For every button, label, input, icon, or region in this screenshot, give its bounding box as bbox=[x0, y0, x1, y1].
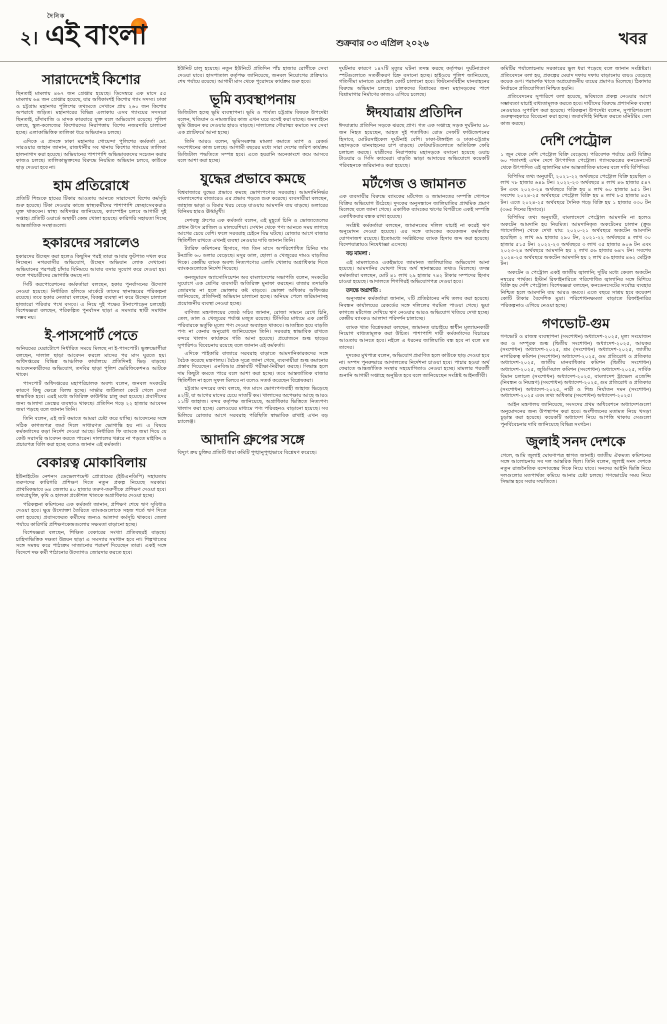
article-july-charter bbox=[501, 434, 652, 485]
columns-container bbox=[0, 62, 667, 1018]
article-subhead: তদন্তে অগ্রগতি : bbox=[346, 287, 382, 294]
article-heading: মর্টগেজ ও জামানত bbox=[362, 175, 466, 191]
article-kishor-gang bbox=[16, 72, 167, 172]
article-heading: ভূমি ব্যবস্থাপনায় bbox=[209, 91, 296, 107]
article-paragraph: অনিয়মের ঘেরাটোপে নির্ধারিত সময়ে মিলছে না ই-পাসপোর্ট। ভুক্তভোগীরা বলছেন, দালাল ছাড়া আবেদন করলে মাসের পর মাস ঘুরতে হয়। অধিদপ্তরের বিভিন্ন আঞ্চলিক কার্যালয়ে প্রতিদিনই ভিড় বাড়ছে। আবেদনকারীদের অভিযোগ, তদবির ছাড়া পুলিশ ভেরিফিকেশনও আটকে থাকে। bbox=[16, 346, 167, 379]
article-heading: হকারদের সরালেও bbox=[42, 235, 140, 251]
article-eid-travel bbox=[339, 105, 490, 170]
article-paragraph: পরিকল্পনা কমিশনের এক কর্মকর্তা জানান, প্রশিক্ষণ শেষে ঋণ সুবিধাও দেওয়া হবে। ক্ষুদ্র উদ্যোক্তা তৈরিতে ব্যাংকগুলোকে সহজ শর্তে ঋণ দিতে বলা হয়েছে। প্রবাসফেরত কর্মীদের জন্যও আলাদা কর্মসূচি থাকবে। জেলা পর্যায়ে কারিগরি প্রশিক্ষণকেন্দ্রগুলোর সক্ষমতা বাড়ানো হচ্ছে। bbox=[16, 501, 167, 528]
article-paragraph: ট্যারিফ কমিশনের হিসাবে, গত তিন মাসে অপরিশোধিত চিনির দাম টনপ্রতি ৬০ ডলার বেড়েছে। মসুর ডাল, ছোলা ও খেজুরের দামও বাড়তির দিকে। কেন্দ্রীয় ব্যাংক অবশ্য নিত্যপণ্যের এলসি খোলায় অগ্রাধিকার দিতে ব্যাংকগুলোকে নির্দেশ দিয়েছে। bbox=[177, 246, 328, 273]
article-heading: দেশি পেট্রোল bbox=[540, 133, 612, 149]
article-paragraph: এদিকে এ প্রসঙ্গে ঢাকা মহানগর গোয়েন্দা পুলিশের কর্মকর্তা মো. সারওয়ার জাহান জানান, রাজধানীর সব থানায় কিশোর গ্যাংয়ের তালিকা হালনাগাদ করা হয়েছে। অভিযানের পাশাপাশি অভিভাবকদের সচেতন করার কাজও চলছে। তালিকাভুক্তদের বিরুদ্ধে নিয়মিত অভিযান চলবে, কাউকে ছাড় দেওয়া হবে না। bbox=[16, 138, 167, 172]
article-paragraph: সিটি করপোরেশনের কর্মকর্তারা বলছেন, হকার পুনর্বাসনের উদ্যোগ নেওয়া হয়েছে। নির্ধারিত হলিডে মার্কেটে তাদের স্থানান্তরের পরিকল্পনা রয়েছে। তবে হকার নেতারা বলছেন, বিকল্প ব্যবস্থা না করে উচ্ছেদ চালালে হাজারো পরিবার পথে বসবে। এ নিয়ে দুই পক্ষের টানাপোড়েন চলছেই। বিশেষজ্ঞরা বলছেন, পরিকল্পিত পুনর্বাসন ছাড়া এ সমস্যার স্থায়ী সমাধান সম্ভব নয়। bbox=[16, 282, 167, 321]
article-heading: গণভোট-গুম bbox=[541, 315, 610, 331]
article-paragraph: প্রতিবেদনের সুপারিশে বলা হয়েছে, ভবিষ্যতে প্রকল্প নেওয়ার আগে সম্ভাব্যতা যাচাই বাধ্যতামূলক করতে হবে। দায়ীদের বিরুদ্ধে প্রশাসনিক ব্যবস্থা নেওয়ারও সুপারিশ করা হয়েছে। পরিকল্পনা উপদেষ্টা বলেন, সুপারিশগুলো গুরুত্বসহকারে বিবেচনা করা হচ্ছে। জবাবদিহি নিশ্চিত করতে মনিটরিং সেল কাজ করছে। bbox=[500, 94, 651, 127]
issue-date: শুক্রবার ০৩ এপ্রিল ২০২৬ bbox=[336, 38, 429, 48]
article-paragraph: গেলে, আমি জুলাই ঘোষণাপত্র স্বাগত জানাই। জাতীয় ঐকমত্য কমিশনের সঙ্গে আলোচনায় সব দল আন্তরিক ছিল। তিনি বলেন, জুলাই সনদ দেশকে নতুন রাজনৈতিক বন্দোবস্তের দিকে নিয়ে যাবে। সনদের আইনি ভিত্তি নিয়ে দলগুলোর মতপার্থক্য কমিয়ে আনার চেষ্টা চলছে। গণভোটের সময় নিয়ে সিদ্ধান্ত হবে সবার সম্মতিতে। bbox=[500, 452, 651, 486]
article-heading: যুদ্ধের প্রভাবে কমছে bbox=[200, 171, 306, 187]
article-heading: আদানি গ্রুপের সঙ্গে bbox=[201, 431, 305, 447]
article-referendum-ordinances bbox=[501, 316, 652, 429]
article-paragraph: তিনি আরও বলেন, ভূমিসংক্রান্ত মামলা কমাতে ম্যাপ ও রেকর্ড সংশোধনের কাজ চলছে। আগামী বছরের মধ্যে সারা দেশের জরিপ কার্যক্রম ডিজিটাল পদ্ধতিতে সম্পন্ন হবে। এতে হয়রানি অনেকাংশে কমে আসবে বলে আশা করা হচ্ছে। bbox=[177, 138, 328, 165]
article-paragraph: বিপিসির তথ্য অনুযায়ী, বাংলাদেশে পেট্রোল আমদানি না হলেও অকটেন আমদানি হয় নিয়মিত। আমদানিকৃত অকটেনের চালান (ক্রুড গ্যাসোলিন) থেকে দেখা যায়: ২০২০-২১ অর্থবছরে অকটেন আমদানি হয়েছিল ২ লাখ ৬৯ হাজার ২৯০ টন, ২০২১-২২ অর্থবছরে ৪ লাখ ৩০ হাজার ৫১৫ টন। ২০২২-২৩ অর্থবছরে ৩ লাখ ৩৫ হাজার ৬০৬ টন এবং ২০২৩-২৪ অর্থবছরে আমদানি হয় ২ লাখ ৫৬ হাজার ৬৪৭ টন। সবশেষ ২০২৪-২৫ অর্থবছরে অকটেন আমদানি হয় ২ লাখ ৫৬ হাজার ৪৬২ মেট্রিক টন। bbox=[500, 215, 651, 268]
article-local-petrol bbox=[501, 133, 652, 309]
column-4 bbox=[501, 66, 652, 1018]
article-hawkers bbox=[16, 235, 167, 321]
article-paragraph: বিদ্যুৎ ক্রয় চুক্তির প্রতিটি ধারা কমিটি পুঙ্খানুপুঙ্খভাবে বিশ্লেষণ করেছে। bbox=[177, 450, 317, 457]
article-mortgage bbox=[339, 176, 490, 380]
masthead-logo-text: এই বাংলা bbox=[45, 20, 147, 50]
article-heading: ই-পাসপোর্ট পেতে bbox=[44, 327, 138, 343]
article-paragraph: গণভোট ও রাজস্ব ব্যবস্থাপনা (সংশোধন) অধ্যাদেশ-২০২৫, মূল্য সংযোজন কর ও সম্পূরক শুল্ক (দ্বিতীয় সংশোধন) অধ্যাদেশ-২০২৫, আয়কর (সংশোধন) অধ্যাদেশ-২০২৫, শ্রম (সংশোধন) অধ্যাদেশ-২০২৫, জাতীয় নাগরিকত্ব কমিশন (সংশোধন) অধ্যাদেশ-২০২৫, গুম প্রতিরোধ ও প্রতিকার অধ্যাদেশ-২০২৫, জাতীয় মানবাধিকার কমিশন (দ্বিতীয় সংশোধন) অধ্যাদেশ-২০২৫, জুডিসিয়াল কমিশন (সংশোধন) অধ্যাদেশ-২০২৫, সার্বিক বিমান চলাচল (সংশোধন) অধ্যাদেশ-২০২৫, বাংলাদেশ ট্রাভেল এজেন্সি (নিবন্ধন ও নিয়ন্ত্রণ) (সংশোধন) অধ্যাদেশ-২০২৫, গুম প্রতিরোধ ও প্রতিকার (সংশোধন) অধ্যাদেশ-২০২৫, নারী ও শিশু নির্যাতন দমন (সংশোধন) অধ্যাদেশ-২০২৫ এবং তথ্য অধিকার (সংশোধন) অধ্যাদেশ-২০২৫। bbox=[500, 334, 651, 400]
article-paragraph: এক ব্যবসায়ীর বিরুদ্ধে ব্যাংকের মর্টগেজ ও জামানতের সম্পত্তি গোপনে বিক্রির অভিযোগ উঠেছে। দুদকের অনুসন্ধানে জালিয়াতির প্রাথমিক প্রমাণ মিলেছে বলে জানা গেছে। একাধিক ব্যাংকের ঋণের বিপরীতে একই সম্পত্তি একাধিকবার বন্ধক রাখা হয়েছে। bbox=[339, 194, 490, 220]
article-measles bbox=[16, 178, 167, 229]
article-heading: সারাদেশেই কিশোর bbox=[41, 72, 141, 87]
article-paragraph: তিনি বলেন, এই জট কমাতে আমরা চেষ্টা করে যাচ্ছি। আবেদনের সঙ্গে সঠিক কাগজপত্র জমা দিলে সাধারণত ভোগান্তি হয় না। এ বিষয়ে কর্মকর্তাদের কড়া নির্দেশ দেওয়া আছে। নির্ধারিত ফি ব্যাংকে জমা দিয়ে যে কেউ সরাসরি আবেদন করতে পারেন। দালালের খপ্পরে না পড়তে মাইকিং ও প্রচারপত্র বিলি করা হচ্ছে বলেও জানান এই কর্মকর্তা। bbox=[16, 416, 167, 449]
article-continuation-hospital bbox=[178, 66, 329, 86]
article-paragraph: দুদকের মুখপাত্র বলেন, অভিযোগ প্রমাণিত হলে কাউকে ছাড় দেওয়া হবে না। সম্পদ পুনরুদ্ধারে আদালতের নির্দেশনা চাওয়া হবে। পাচার হওয়া অর্থ ফেরাতে আন্তর্জাতিক সংস্থার সহযোগিতাও নেওয়া হচ্ছে। মামলার পরবর্তী শুনানি আগামী সপ্তাহে অনুষ্ঠিত হবে বলে জানিয়েছেন সংশ্লিষ্ট আইনজীবী। bbox=[339, 353, 490, 379]
article-paragraph: ১ জুন থেকে দেশি পেট্রোল বিক্রি বেড়েছে। পরিবেশক পর্যায়ে মোট বিক্রির ৬০ শতাংশই এখন দেশে উৎপাদিত পেট্রোল। গ্যাসক্ষেত্রের কনডেনসেট থেকে উৎপাদিত এই জ্বালানির মান আন্তর্জাতিক মানের বলে দাবি বিপিসির। bbox=[500, 151, 651, 172]
column-3 bbox=[339, 66, 490, 1018]
article-epassport bbox=[16, 328, 167, 449]
article-war-impact bbox=[178, 171, 329, 426]
masthead-tagline: দৈনিক bbox=[47, 14, 66, 20]
article-unemployment bbox=[16, 455, 167, 557]
article-paragraph: দুর্ঘটনার কারণে ১৪৭টি মৃত্যুর ঘটনা তদন্ত করছে কর্তৃপক্ষ। দুর্ঘটনাপ্রবণ স্পটগুলোতে সতর্কীকরণ চিহ্ন বসানো হচ্ছে। হাইওয়ে পুলিশ জানিয়েছে, গতিসীমা মানাতে মোবাইল কোর্ট চালানো হবে। ফিটনেসবিহীন যানবাহনের বিরুদ্ধে অভিযান চলছে। চালকদের বিশ্রামের জন্য মহাসড়কের পাশে বিশ্রামাগার নির্মাণের কাজও এগিয়ে চলেছে। bbox=[339, 66, 490, 99]
masthead-logo bbox=[45, 16, 146, 49]
article-paragraph: কনজুমারস অ্যাসোসিয়েশন অব বাংলাদেশের সভাপতি বলেন, সংকটের সুযোগে এক শ্রেণির ব্যবসায়ী অতিরিক্ত মুনাফা করছেন। বাজার তদারকি জোরদার না হলে ভোক্তার কষ্ট বাড়বে। ভোক্তা অধিকার অধিদপ্তর জানিয়েছে, প্রতিদিনই অভিযান চালানো হচ্ছে। অনিয়ম পেলে জরিমানাসহ প্রয়োজনীয় ব্যবস্থা নেওয়া হচ্ছে। bbox=[177, 274, 328, 308]
article-heading: বেকারত্ব মোকাবিলায় bbox=[36, 455, 147, 470]
article-heading: হাম প্রতিরোধে bbox=[53, 177, 130, 193]
article-paragraph: হকারদের উচ্ছেদ করা হলেও কিছুদিন পরই তারা আবার ফুটপাত দখল করে নিচ্ছেন। নগরবাসীর অভিযোগ, উচ্ছেদ অভিযান লোক দেখানো। অভিযানের পরপরই চাঁদার বিনিময়ে আবার বসার সুযোগ করে দেওয়া হয়। ফলে পথচারীদের ভোগান্তি কমছে না। bbox=[16, 253, 167, 280]
article-paragraph: দেশবন্ধু গ্রুপের এক কর্মকর্তা বলেন, এই মুহূর্তে চিনি ও ভোজ্যতেলের প্রধান উৎস ব্রাজিল ও মালয়েশিয়া। সেখান থেকে পণ্য আনতে সময় লাগছে আগের চেয়ে বেশি। ফলে সরবরাহ চেইনে বিঘ্ন ঘটছে। রোজার আগে বাজার স্থিতিশীল রাখতে এখনই ব্যবস্থা নেওয়ার দাবি জানান তিনি। bbox=[177, 217, 328, 244]
article-continuation-report bbox=[501, 66, 652, 127]
article-paragraph: সংশ্লিষ্ট কর্মকর্তারা বলছেন, জামানতের দলিল যাচাই না করেই ঋণ অনুমোদন দেওয়া হয়েছে। এর সঙ্গে ব্যাংকের কয়েকজন কর্মকর্তার যোগসাজশ রয়েছে। ইতোমধ্যে সংশ্লিষ্টদের ব্যাংক হিসাব জব্দ করা হয়েছে। বিদেশযাত্রায়ও নিষেধাজ্ঞা এসেছে। bbox=[339, 222, 490, 249]
article-adani-group bbox=[178, 432, 329, 457]
article-subhead: বড় মামলা : bbox=[346, 250, 371, 257]
article-paragraph: ছিনতাই মামলায় ৪৬৭ জন গ্রেপ্তার হয়েছে। ডিসেম্বরে এক মাসে ৫৫ মামলায় ৬৪ জন গ্রেপ্তার হয়েছে, যার অধিকাংশই কিশোর গ্যাং সদস্য। ঢাকা ও চট্টগ্রাম মহানগর পুলিশের তথ্যমতে সেখানে প্রায় ২৬০ জন কিশোর অপরাধে জড়িত। মহানগরের বিভিন্ন এলাকায় এসব গ্যাংয়ের সদস্যরা ছিনতাই, চাঁদাবাজি ও মাদক কারবারে যুক্ত বলে অভিযোগ রয়েছে। পুলিশ বলছে, স্কুল-কলেজের কিশোরদের নিরাপত্তায় বিশেষ নজরদারি চালানো হচ্ছে। এলাকাভিত্তিক তালিকা ধরে অভিযানও চলছে। bbox=[16, 90, 167, 137]
section-label: খবর bbox=[618, 31, 647, 48]
article-paragraph: এই মামলাতেও একইভাবে জামানত জালিয়াতির অভিযোগ আনা হয়েছে। আমদানির ঘোষণা দিয়ে অর্থ স্থানান্তরের তথ্যও মিলেছে। তদন্ত কর্মকর্তারা বলছেন, মোট ৪১ লাখ ২৯ হাজার ৭৪২ টাকার সম্পদের হিসাব চাওয়া হয়েছে। আদালতে শিগগিরই অভিযোগপত্র দেওয়া হবে। bbox=[339, 259, 490, 286]
article-paragraph: প্রতিটি শিশুকে হামের টিকার আওতায় আনতে সারাদেশে বিশেষ কর্মসূচি শুরু হয়েছে। টিকা দেওয়ার কাজে স্বাস্থ্যকর্মীদের পাশাপাশি স্বেচ্ছাসেবকরাও যুক্ত থাকবেন। স্বাস্থ্য অধিদপ্তর জানিয়েছে, ক্যাম্পেইন চলবে আগামী দুই সপ্তাহ। প্রতিটি ওয়ার্ডে অস্থায়ী কেন্দ্র খোলা হয়েছে। কারিগরি সহায়তা দিচ্ছে আন্তর্জাতিক সংস্থাগুলো। bbox=[16, 196, 167, 229]
article-paragraph: চট্টগ্রাম বন্দরের তথ্য বলছে, গত মাসে ভোগ্যপণ্যবাহী জাহাজ ভিড়েছে ৪২টি, যা আগের মাসের চেয়ে সাতটি কম। খালাসের অপেক্ষায় আছে আরও ১১টি জাহাজ। বন্দর কর্তৃপক্ষ জানিয়েছে, অগ্রাধিকার ভিত্তিতে নিত্যপণ্য খালাস করা হচ্ছে। রেলওয়ের মাধ্যমে পণ্য পরিবহনও বাড়ানো হয়েছে। সব মিলিয়ে রোজার আগে সরবরাহ পরিস্থিতি স্বাভাবিক রাখাই এখন বড় চ্যালেঞ্জ। bbox=[177, 386, 328, 426]
article-paragraph: পাসপোর্ট অধিদপ্তরের মহাপরিচালক অবশ্য বলেন, জনবল সংকটের কারণে কিছু ক্ষেত্রে বিলম্ব হচ্ছে। সার্ভার জটিলতা কেটে গেলে সেবা স্বাভাবিক হবে। এরই মধ্যে অতিরিক্ত কাউন্টার চালু করা হয়েছে। প্রবাসীদের জন্য আলাদা ডেস্কের ব্যবস্থাও থাকছে। প্রতিদিন গড়ে ২২ হাজার আবেদন জমা পড়ছে বলে জানান তিনি। bbox=[16, 381, 167, 414]
article-paragraph: ঈদযাত্রায় প্রতিদিন সড়কে ঝরছে প্রাণ। গত এক সপ্তাহে সড়ক দুর্ঘটনায় ৯৮ জন নিহত হয়েছেন, আহত দুই শতাধিক। রোড সেফটি ফাউন্ডেশনের হিসাবে, মোটরসাইকেল দুর্ঘটনাই বেশি। ঢাকা-টাঙ্গাইল ও ঢাকা-চট্টগ্রাম মহাসড়কে যানবাহনের চাপ বাড়ছে। ফেরিঘাটগুলোতে অতিরিক্ত ফেরি চলাচল করছে। যাত্রীদের নিরাপত্তায় মহাসড়কে বসানো হয়েছে ওয়াচ টাওয়ার ও সিসি ক্যামেরা। বাড়তি ভাড়া আদায়ের অভিযোগে কয়েকটি পরিবহনকে জরিমানাও করা হয়েছে। bbox=[339, 123, 490, 170]
column-2 bbox=[178, 66, 329, 1018]
article-paragraph: কমিটির পর্যালোচনায় সরকারের ভুল ধরা পড়েছে বলে জানান সংশ্লিষ্টরা। প্রতিবেদনে বলা হয়, প্রকল্পের মেয়াদ দফায় দফায় বাড়ানোয় ব্যয়ও বেড়েছে কয়েক গুণ। পরামর্শক খাতে অপ্রয়োজনীয় ব্যয়ের প্রমাণও মিলেছে। ঠিকাদার নির্বাচনে প্রতিযোগিতা নিশ্চিত হয়নি। bbox=[500, 66, 651, 92]
article-paragraph: বিশেষজ্ঞরা বলছেন, শিক্ষিত বেকারের সংখ্যা প্রতিবছরই বাড়ছে। চাহিদাভিত্তিক দক্ষতা উন্নয়ন ছাড়া এ সমস্যার সমাধান হবে না। শিল্পখাতের সঙ্গে সমন্বয় করে পাঠ্যক্রম সাজানোর পরামর্শ দিয়েছেন তারা। একই সঙ্গে বিদেশে দক্ষ কর্মী পাঠানোর উদ্যোগও জোরদার করতে হবে। bbox=[16, 530, 167, 557]
article-paragraph: এদিকে পাইকারি বাজারে সরবরাহ বাড়াতে আমদানিকারকদের সঙ্গে বৈঠক করেছে মন্ত্রণালয়। বৈঠক সূত্রে জানা গেছে, ব্যবসায়ীরা শুল্ক কমানোর প্রস্তাব দিয়েছেন। এনবিআর প্রস্তাবটি পরীক্ষা-নিরীক্ষা করছে। সিদ্ধান্ত হলে দাম কিছুটা কমতে পারে বলে আশা করা হচ্ছে। তবে আন্তর্জাতিক বাজার স্থিতিশীল না হলে সুফল মিলবে না বলেও সতর্ক করেছেন বিশ্লেষকরা। bbox=[177, 351, 328, 384]
masthead-brand bbox=[20, 16, 146, 55]
article-paragraph: অকটেন ও পেট্রোল একই জাতীয় জ্বালানি; দুটির মধ্যে কেবল অকটেন নম্বরের পার্থক্য। ইস্টার্ন রিফাইনারিতে পরিশোধিত জ্বালানির সঙ্গে মিশিয়ে বিক্রি হয় দেশি পেট্রোল। বিশেষজ্ঞরা বলছেন, কনডেনসেটের সর্বোচ্চ ব্যবহার নিশ্চিত হলে আমদানি ব্যয় আরও কমবে। এতে বছরে সাশ্রয় হবে কয়েকশ কোটি টাকার বৈদেশিক মুদ্রা। পরিশোধনক্ষমতা বাড়াতে রিফাইনারির পরিকল্পনাও এগিয়ে নেওয়া হচ্ছে। bbox=[500, 269, 651, 309]
article-paragraph: ইউনিট চালু হয়েছে। নতুন ইউনিটে প্রতিদিন পাঁচ হাজার রোগীকে সেবা দেওয়া যাবে। হাসপাতাল কর্তৃপক্ষ জানিয়েছে, জনবল নিয়োগের প্রক্রিয়াও শেষ পর্যায়ে রয়েছে। আগামী মাস থেকে পুরোদমে কার্যক্রম শুরু হবে। bbox=[177, 66, 328, 86]
article-continuation-accidents bbox=[339, 66, 490, 99]
article-paragraph: অনুসন্ধান কর্মকর্তারা জানান, ৭টি প্রতিষ্ঠানের নথি তলব করা হয়েছে। নিবন্ধন কার্যালয়ের রেকর্ডের সঙ্গে দলিলের গরমিল পাওয়া গেছে। ভুয়া কাগজে মর্টগেজ দেখিয়ে ঋণ নেওয়ার আরও অভিযোগ খতিয়ে দেখা হচ্ছে। কেন্দ্রীয় ব্যাংকও আলাদা পরিদর্শন চালাচ্ছে। bbox=[339, 296, 490, 323]
page-number: ২। bbox=[20, 28, 39, 48]
article-land-management bbox=[178, 92, 329, 165]
column-1 bbox=[16, 66, 167, 1018]
article-paragraph: ডিজিটাল হচ্ছে ভূমি ব্যবস্থাপনা। ভূমি ও পার্বত্য চট্টগ্রাম বিষয়ক উপদেষ্টা বলেন, খতিয়ান ও নামজারির কাজ এখন ঘরে বসেই করা যাচ্ছে। অনলাইনে ভূমি উন্নয়ন কর দেওয়ার হারও বাড়ছে। দালালের দৌরাত্ম্য কমাতে সব সেবা এক প্ল্যাটফর্মে আনা হচ্ছে। bbox=[177, 110, 328, 137]
article-paragraph: ব্যাংক খাত বিশ্লেষকরা বলছেন, জামানত যাচাইয়ে স্বাধীন মূল্যায়নকারী নিয়োগ বাধ্যতামূলক করা উচিত। পাশাপাশি দায়ী কর্মকর্তাদের বিচারের আওতায় আনতে হবে। নইলে এ ধরনের জালিয়াতি বন্ধ হবে না বলে মত তাদের। bbox=[339, 324, 490, 351]
article-paragraph: আইন মন্ত্রণালয় জানিয়েছে, সংসদের প্রথম অধিবেশনে অধ্যাদেশগুলো অনুমোদনের জন্য উপস্থাপন করা হবে। অংশীজনের মতামত নিয়ে খসড়া চূড়ান্ত করা হয়েছে। কয়েকটি অধ্যাদেশ নিয়ে আপত্তি থাকায় সেগুলো পুনর্বিবেচনার দাবি জানিয়েছে বিভিন্ন সংগঠন। bbox=[500, 401, 651, 428]
article-heading: জুলাই সনদ দেশকে bbox=[526, 434, 626, 450]
masthead bbox=[0, 0, 667, 62]
article-paragraph: বাণিজ্য মন্ত্রণালয়ের জ্যেষ্ঠ সচিব জানান, রোজা সামনে রেখে চিনি, তেল, ডাল ও খেজুরের পর্যাপ্ত মজুত রয়েছে। টিসিবির মাধ্যমে এক কোটি পরিবারকে ভর্তুকি মূল্যে পণ্য দেওয়া অব্যাহত থাকবে। আতঙ্কিত হয়ে বাড়তি পণ্য না কেনার অনুরোধ জানিয়েছেন তিনি। সরবরাহ স্বাভাবিক রাখতে বন্দরে খালাস কার্যক্রমে গতি আনা হয়েছে। প্রয়োজনে শুল্ক ছাড়ের সুপারিশও বিবেচনায় রয়েছে বলে জানান এই কর্মকর্তা। bbox=[177, 309, 328, 349]
article-heading: ঈদযাত্রায় প্রতিদিন bbox=[366, 104, 463, 120]
article-paragraph: বিশ্ববাজারে যুদ্ধের প্রভাবে কমছে ভোগ্যপণ্যের সরবরাহ। আমদানিনির্ভর বাংলাদেশের বাজারেও এর প্রভাব পড়তে শুরু করেছে। ব্যবসায়ীরা বলছেন, জাহাজ ভাড়া ও বিমার খরচ বেড়ে যাওয়ায় আমদানি ব্যয় বাড়ছে। ডলারের বিনিময় হারও ঊর্ধ্বমুখী। bbox=[177, 189, 328, 216]
article-paragraph: ইউনাইটেড নেশনস ডেভেলপমেন্ট প্রোগ্রামের (ইউএনডিপি) সহায়তায় তরুণদের কারিগরি প্রশিক্ষণ দিতে নতুন প্রকল্প নিয়েছে সরকার। প্রাথমিকভাবে ৬৪ জেলায় ৪০ হাজার তরুণ-তরুণীকে প্রশিক্ষণ দেওয়া হবে। তথ্যপ্রযুক্তি, কৃষি ও হালকা প্রকৌশল খাতকে অগ্রাধিকার দেওয়া হচ্ছে। bbox=[16, 473, 167, 500]
article-paragraph: বিপিসির তথ্য অনুযায়ী, ২০২১-২২ অর্থবছরে পেট্রোল বিক্রি হয়েছিল ৩ লাখ ৭৮ হাজার ৬৪৯ টন। ২০২২-২৩ অর্থবছরে ৪ লাখ ৪৬ হাজার ৫৪৭ টন এবং ২০২৩-২৪ অর্থবছরে বিক্রি হয় ৪ লাখ ৬০ হাজার ৯৫১ টন। সবশেষ ২০২৪-২৫ অর্থবছরে পেট্রোল বিক্রি হয় ৪ লাখ ৮৫ হাজার ৪৫৭ টন। এতে ২০২৪-২৫ অর্থবছরে দৈনিক গড়ে বিক্রি হয় ১ হাজার ৩৩০ টন (৩৬৫ দিনের হিসাবে)। bbox=[500, 173, 651, 213]
